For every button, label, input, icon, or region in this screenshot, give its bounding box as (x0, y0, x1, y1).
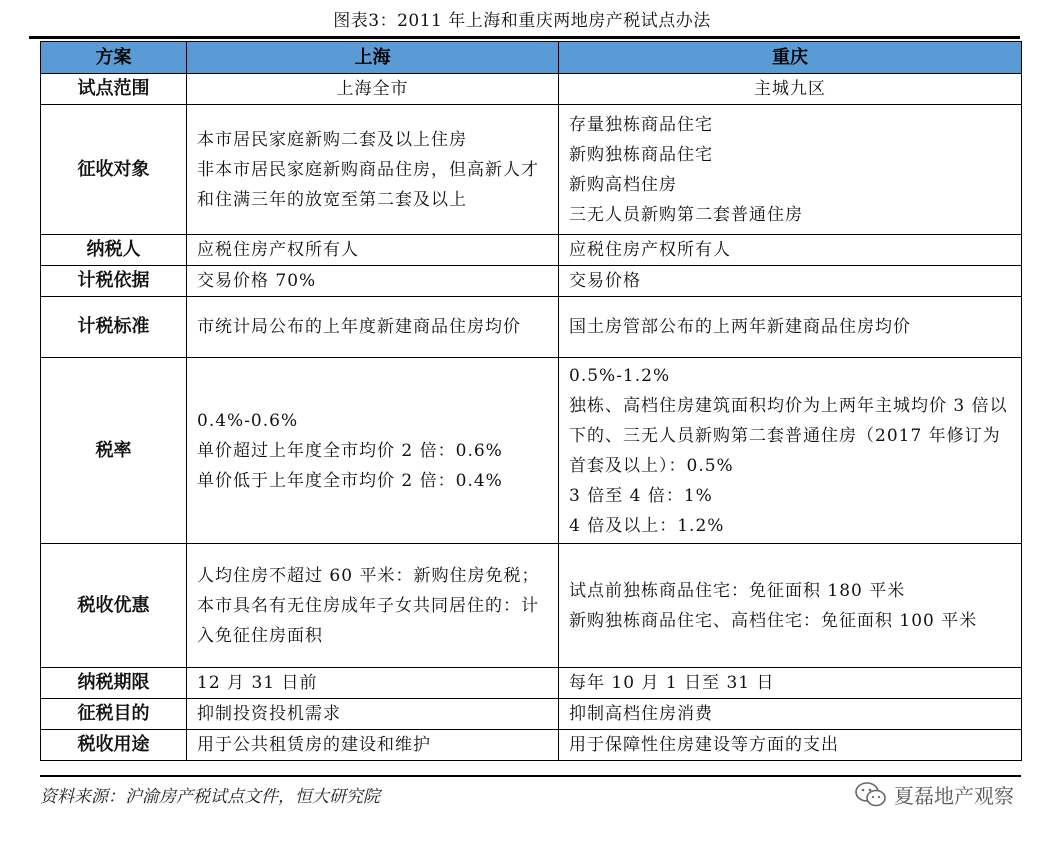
chongqing-cell (559, 668, 1022, 699)
chongqing-cell-line: 试点前独栋商品住宅：免征面积 180 平米 (569, 580, 906, 601)
chongqing-cell (559, 105, 1022, 235)
chongqing-cell-line: 抑制高档住房消费 (569, 704, 713, 724)
shanghai-cell-line: 上海全市 (336, 79, 409, 99)
row-label: 税收优惠 (41, 544, 187, 668)
shanghai-cell (187, 266, 559, 297)
shanghai-cell (187, 730, 559, 761)
table-row-standard (41, 297, 1022, 358)
chongqing-cell-line: 0.5%-1.2% (569, 365, 671, 386)
shanghai-cell-line: 本市具名有无住房成年子女共同居住的：计入免征住房面积 (197, 595, 539, 646)
shanghai-cell-line: 交易价格 70% (197, 271, 317, 291)
header-shanghai: 上海 (187, 42, 559, 74)
chongqing-cell-line: 应税住房产权所有人 (569, 240, 731, 260)
shanghai-cell-line: 抑制投资投机需求 (197, 704, 341, 724)
shanghai-cell-line: 用于公共租赁房的建设和维护 (197, 735, 431, 755)
shanghai-cell-line: 本市居民家庭新购二套及以上住房 (197, 129, 467, 150)
chongqing-cell-line: 用于保障性住房建设等方面的支出 (569, 735, 839, 755)
shanghai-cell (187, 699, 559, 730)
row-label: 税收用途 (41, 730, 187, 761)
shanghai-cell (187, 358, 559, 544)
table-row-purpose (41, 699, 1022, 730)
chongqing-cell (559, 699, 1022, 730)
row-label: 征收对象 (41, 105, 187, 235)
chongqing-cell (559, 730, 1022, 761)
top-rule (29, 36, 1020, 39)
header-scheme: 方案 (41, 42, 187, 74)
chongqing-cell-line: 交易价格 (569, 271, 641, 291)
row-label: 征税目的 (41, 699, 187, 730)
table-row-taxpayer (41, 235, 1022, 266)
shanghai-cell-line: 单价低于上年度全市均价 2 倍：0.4% (197, 470, 503, 491)
shanghai-cell-line: 12 月 31 日前 (197, 673, 318, 693)
table-row-scope (41, 74, 1022, 105)
table-row-relief (41, 544, 1022, 668)
chongqing-cell-line: 存量独栋商品住宅 (569, 114, 713, 135)
shanghai-cell-line: 0.4%-0.6% (197, 410, 299, 431)
chongqing-cell-line: 独栋、高档住房建筑面积均价为上两年主城均价 3 倍以下的、三无人员新购第二套普通住房（2017 年修订为首套及以上）：0.5% (569, 395, 1008, 476)
row-label: 计税标准 (41, 297, 187, 358)
chongqing-cell-line: 国土房管部公布的上两年新建商品住房均价 (569, 317, 911, 337)
chongqing-cell-line: 三无人员新购第二套普通住房 (569, 204, 803, 225)
shanghai-cell (187, 668, 559, 699)
shanghai-cell (187, 297, 559, 358)
shanghai-cell (187, 105, 559, 235)
table-row-rate (41, 358, 1022, 544)
wechat-icon (854, 781, 888, 809)
chongqing-cell-line: 新购独栋商品住宅 (569, 144, 713, 165)
chongqing-cell-line: 主城九区 (754, 79, 826, 99)
watermark-text: 夏磊地产观察 (894, 784, 1014, 808)
row-label: 纳税人 (41, 235, 187, 266)
shanghai-cell-line: 应税住房产权所有人 (197, 240, 359, 260)
chongqing-cell (559, 297, 1022, 358)
header-row (41, 42, 1022, 74)
table-row-basis (41, 266, 1022, 297)
table-row-deadline (41, 668, 1022, 699)
chongqing-cell-line: 3 倍至 4 倍：1% (569, 485, 713, 506)
shanghai-cell-line: 市统计局公布的上年度新建商品住房均价 (197, 317, 521, 337)
row-label: 纳税期限 (41, 668, 187, 699)
chongqing-cell (559, 235, 1022, 266)
row-label: 税率 (41, 358, 187, 544)
table-row-target (41, 105, 1022, 235)
row-label: 试点范围 (41, 74, 187, 105)
chongqing-cell-line: 每年 10 月 1 日至 31 日 (569, 673, 775, 693)
table-title: 图表3：2011 年上海和重庆两地房产税试点办法 (333, 11, 711, 31)
shanghai-cell-line: 单价超过上年度全市均价 2 倍：0.6% (197, 440, 503, 461)
tax-comparison-table (40, 41, 1022, 761)
chongqing-cell (559, 266, 1022, 297)
shanghai-cell-line: 非本市居民家庭新购商品住房，但高新人才和住满三年的放宽至第二套及以上 (197, 159, 539, 210)
watermark (854, 780, 1014, 809)
row-label: 计税依据 (41, 266, 187, 297)
table-row-usage (41, 730, 1022, 761)
shanghai-cell (187, 235, 559, 266)
bottom-rule (40, 775, 1021, 777)
shanghai-cell (187, 544, 559, 668)
chongqing-cell (559, 544, 1022, 668)
header-chongqing: 重庆 (559, 42, 1022, 74)
chongqing-cell-line: 4 倍及以上：1.2% (569, 515, 725, 536)
chongqing-cell-line: 新购独栋商品住宅、高档住宅：免征面积 100 平米 (569, 610, 978, 631)
source-note: 资料来源：沪渝房产税试点文件，恒大研究院 (40, 787, 380, 807)
chongqing-cell (559, 74, 1022, 105)
chongqing-cell-line: 新购高档住房 (569, 174, 677, 195)
chongqing-cell (559, 358, 1022, 544)
shanghai-cell (187, 74, 559, 105)
shanghai-cell-line: 人均住房不超过 60 平米：新购住房免税； (197, 565, 540, 586)
